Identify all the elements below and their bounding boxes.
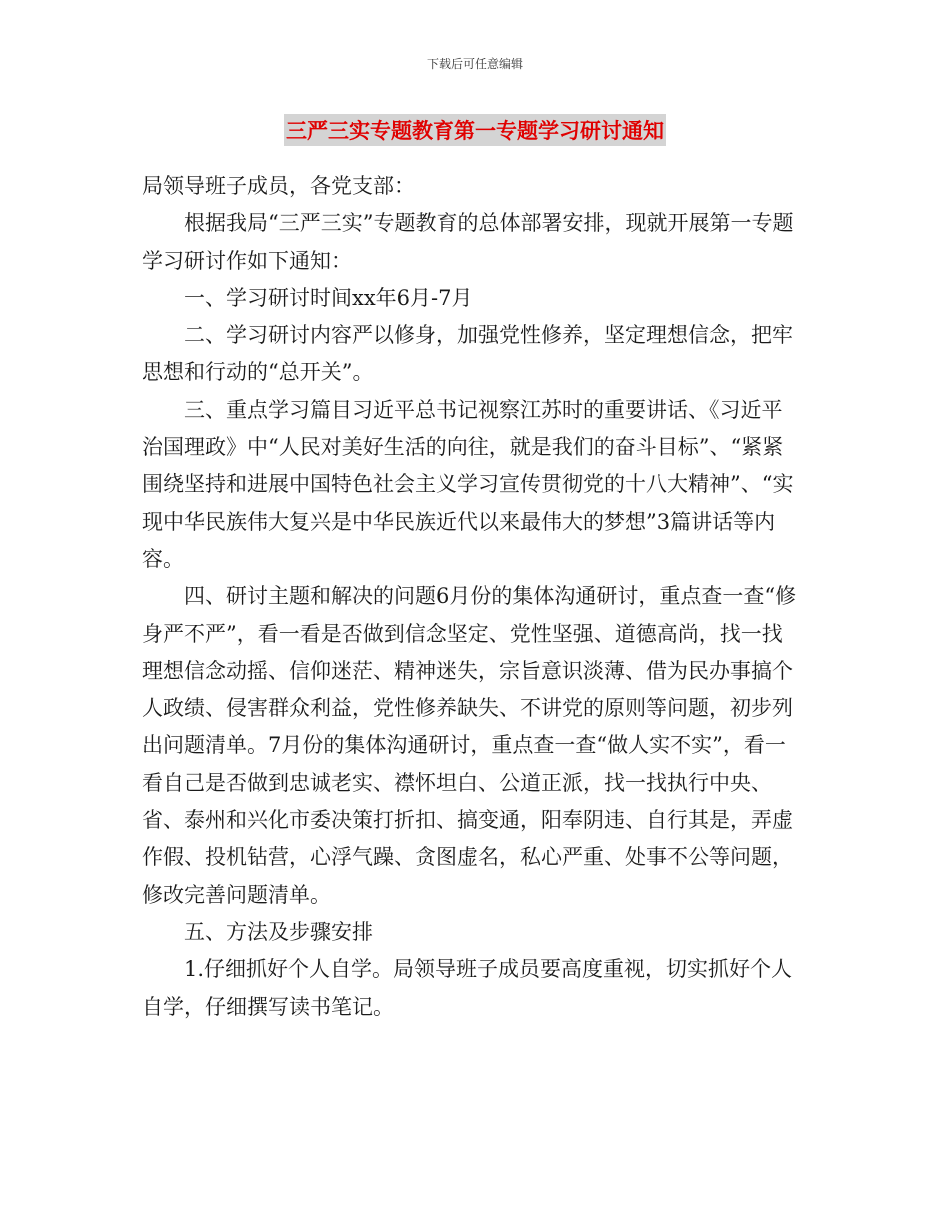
paragraph-readings: 三、重点学习篇目习近平总书记视察江苏时的重要讲话、《习近平治国理政》中“人民对美好生活的向往，就是我们的奋斗目标”、“紧紧围绕坚持和进展中国特色社会主义学习宣传贯彻党的十八大精神”、“实现中华民族伟大复兴是中华民族近代以来最伟大的梦想”3篇讲话等内容。 (142, 397, 794, 571)
salutation: 局领导班子成员，各党支部： (142, 174, 415, 198)
header-note: 下载后可任意编辑 (426, 57, 523, 71)
paragraph-content: 二、学习研讨内容严以修身，加强党性修养，坚定理想信念，把牢思想和行动的“总开关”。 (142, 323, 793, 385)
document-title: 三严三实专题教育第一专题学习研讨通知 (284, 114, 666, 146)
paragraph-time: 一、学习研讨时间xx年6月-7月 (184, 285, 473, 310)
paragraph-self-study: 1.仔细抓好个人自学。局领导班子成员要高度重视，切实抓好个人自学，仔细撰写读书笔记。 (142, 957, 793, 1019)
title-wrap (0, 114, 950, 146)
paragraph-intro: 根据我局“三严三实”专题教育的总体部署安排，现就开展第一专题学习研讨作如下通知： (142, 211, 794, 273)
document-body (142, 168, 802, 1026)
paragraph-topics: 四、研讨主题和解决的问题6月份的集体沟通研讨，重点查一查“修身严不严”，看一看是否做到信念坚定、党性坚强、道德高尚，找一找理想信念动摇、信仰迷茫、精神迷失，宗旨意识淡薄、借为民办事搞个人政绩、侵害群众利益，党性修养缺失、不讲党的原则等问题，初步列出问题清单。7月份的集体沟通研讨，重点查一查“做人实不实”，看一看自己是否做到忠诚老实、襟怀坦白、公道正派，找一找执行中央、省、泰州和兴化市委决策打折扣、搞变通，阳奉阴违、自行其是，弄虚作假、投机钻营，心浮气躁、贪图虚名，私心严重、处事不公等问题，修改完善问题清单。 (142, 584, 797, 907)
paragraph-methods-heading: 五、方法及步骤安排 (184, 919, 373, 944)
